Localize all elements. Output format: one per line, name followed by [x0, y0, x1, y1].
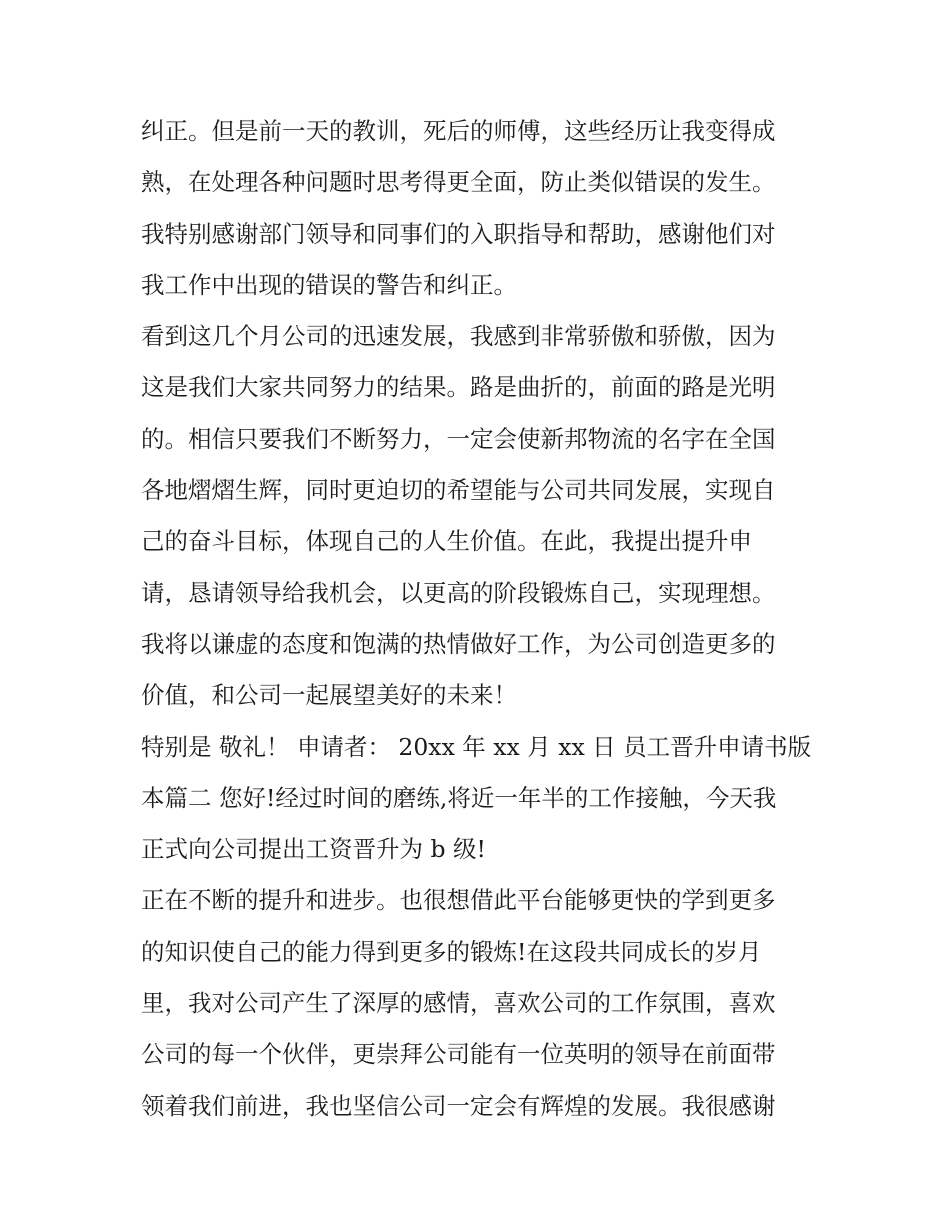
text-line: 我将以谦虚的态度和饱满的热情做好工作，为公司创造更多的 — [141, 629, 776, 658]
text-line: 正在不断的提升和进步。也很想借此平台能够更快的学到更多 — [141, 886, 776, 915]
text-line: 里，我对公司产生了深厚的感情，喜欢公司的工作氛围，喜欢 — [141, 989, 776, 1018]
text-line: 公司的每一个伙伴，更崇拜公司能有一位英明的领导在前面带 — [141, 1040, 776, 1069]
body-text — [141, 106, 821, 1132]
text-line: 请，恳请领导给我机会，以更高的阶段锻炼自己，实现理想。 — [141, 578, 776, 607]
text-line: 价值，和公司一起展望美好的未来！ — [141, 681, 517, 710]
text-line: 纠正。但是前一天的教训，死后的师傅，这些经历让我变得成 — [141, 117, 776, 145]
text-line: 我工作中出现的错误的警告和纠正。 — [141, 270, 517, 299]
text-line: 的。相信只要我们不断努力，一定会使新邦物流的名字在全国 — [141, 424, 776, 453]
text-line: 熟，在处理各种问题时思考得更全面，防止类似错误的发生。 — [141, 168, 776, 197]
text-line: 领着我们前进，我也坚信公司一定会有辉煌的发展。我很感谢 — [141, 1091, 776, 1120]
text-line: 各地熠熠生辉，同时更迫切的希望能与公司共同发展，实现自 — [141, 476, 776, 505]
text-line: 看到这几个月公司的迅速发展，我感到非常骄傲和骄傲，因为 — [141, 322, 776, 351]
text-line: 己的奋斗目标，体现自己的人生价值。在此，我提出提升申 — [141, 527, 752, 556]
text-line: 正式向公司提出工资晋升为 b 级! — [141, 835, 486, 864]
text-line: 本篇二 您好!经过时间的磨练,将近一年半的工作接触，今天我 — [141, 783, 777, 812]
text-line: 我特别感谢部门领导和同事们的入职指导和帮助，感谢他们对 — [141, 219, 776, 248]
text-line: 的知识使自己的能力得到更多的锻炼!在这段共同成长的岁月 — [141, 937, 762, 966]
text-line: 这是我们大家共同努力的结果。路是曲折的，前面的路是光明 — [141, 373, 776, 402]
text-line: 特别是 敬礼！ 申请者： 20xx 年 xx 月 xx 日 员工晋升申请书版 — [141, 732, 812, 761]
